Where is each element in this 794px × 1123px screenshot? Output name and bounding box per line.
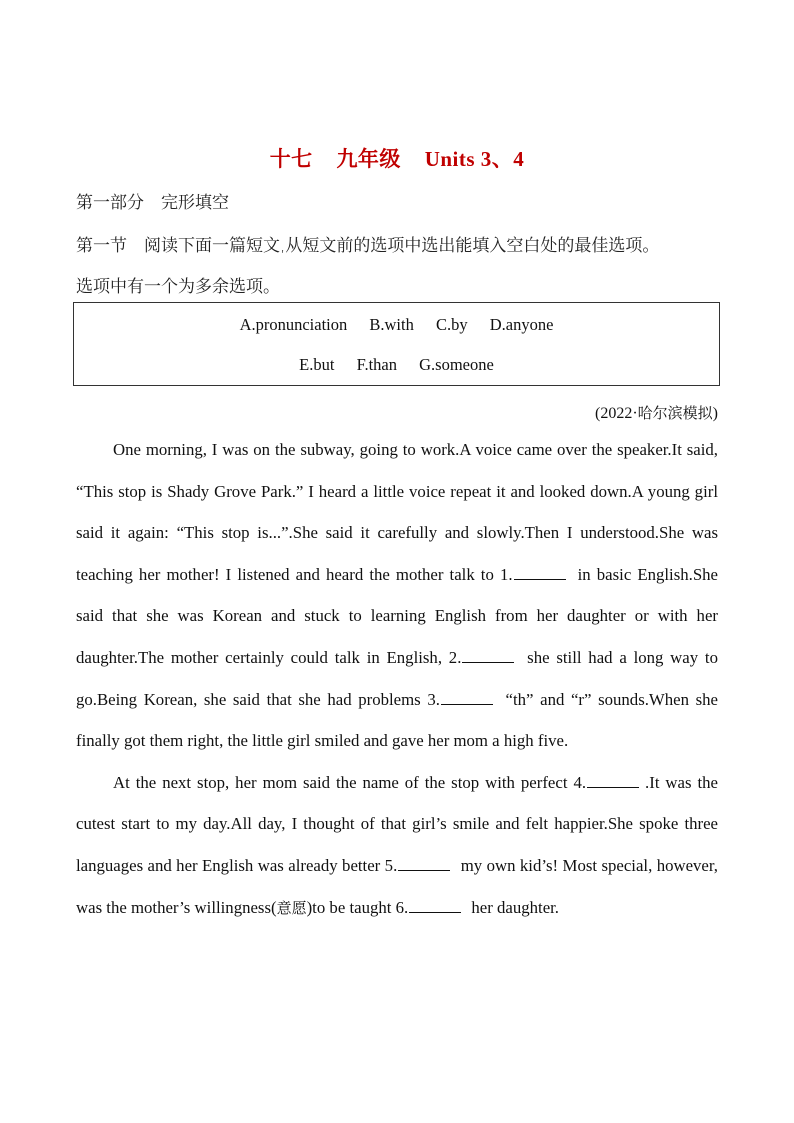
title-grade: 九年级 — [336, 147, 401, 171]
paragraph-2: At the next stop, her mom said the name of the stop with perfect 4. .It was the cutest start to my day.All day, I thought of that girl’s smile and felt happier.She spoke three languages and her English was already better 5. my own kid’s! Most special, however, was the mother’s willingness(意愿)to be taught 6. her daughter. — [76, 772, 718, 917]
blank-2[interactable] — [462, 648, 514, 663]
options-row-2 — [74, 355, 719, 375]
section-instruction-line2: 选项中有一个为多余选项。 — [76, 277, 280, 297]
blank-1[interactable] — [514, 565, 566, 580]
option-a: A.pronunciation — [239, 315, 348, 334]
blank-3[interactable] — [441, 690, 493, 705]
section-instruction-line1: 第一节 阅读下面一篇短文,从短文前的选项中选出能填入空白处的最佳选项。 — [76, 236, 660, 256]
option-g: G.someone — [419, 355, 494, 374]
title-number: 十七 — [269, 147, 313, 171]
source-note: (2022·哈尔滨模拟) — [595, 404, 718, 422]
blank-5[interactable] — [398, 856, 450, 871]
option-b: B.with — [369, 315, 414, 334]
blank-4[interactable] — [587, 773, 639, 788]
paragraph-1: One morning, I was on the subway, going to work.A voice came over the speaker.It said, “This stop is Shady Grove Park.” I heard a little voice repeat it and looked down.A young girl said it again: “This stop is...”.She said it carefully and slowly.Then I understood.She was teaching her mother! I listened and heard the mother talk to 1. in basic English.She said that she was Korean and stuck to learning English from her daughter or with her daughter.The mother certainly could talk in English, 2. she still had a long way to go.Being Korean, she said that she had problems 3. “th” and “r” sounds.When she finally got them right, the little girl smiled and gave her mom a high five. — [76, 440, 719, 751]
option-c: C.by — [435, 315, 468, 334]
options-box — [73, 302, 720, 386]
option-d: D.anyone — [489, 315, 554, 334]
option-f: F.than — [356, 355, 397, 374]
passage — [76, 429, 718, 929]
title-units: Units 3、4 — [424, 147, 525, 171]
page-title — [0, 143, 794, 173]
options-row-1 — [74, 315, 719, 335]
option-e: E.but — [299, 355, 335, 374]
part-heading: 第一部分 完形填空 — [76, 193, 229, 213]
blank-6[interactable] — [409, 898, 461, 913]
